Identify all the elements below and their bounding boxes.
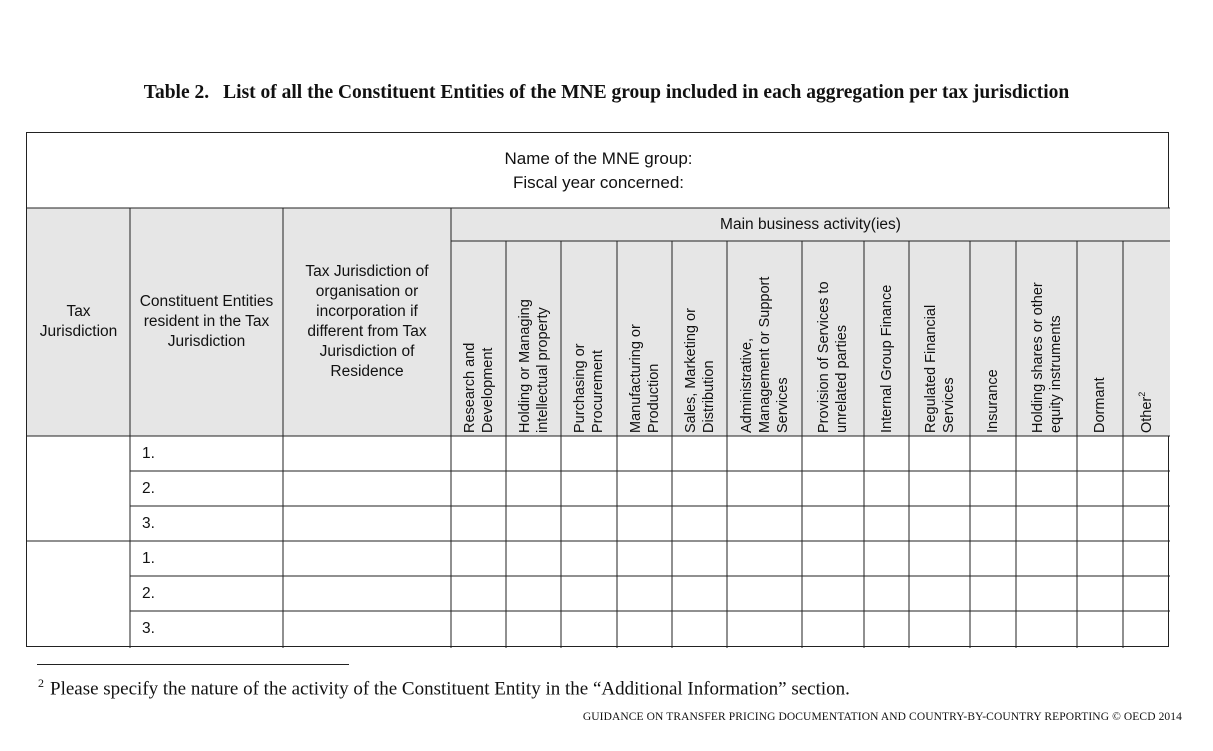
row-number: 3.: [142, 619, 155, 637]
activity-header-line: Procurement: [590, 349, 606, 433]
activity-header-line: equity instruments: [1047, 314, 1064, 433]
activity-header-line: Sales, Marketing or: [682, 307, 699, 433]
activity-header: [1027, 253, 1067, 433]
activity-header: [514, 253, 554, 433]
main-business-activity-header: Main business activity(ies): [720, 215, 901, 233]
fiscal-year-label: Fiscal year concerned:: [512, 173, 685, 192]
row-number: 2.: [142, 479, 155, 497]
activity-header-line: Management or Support: [756, 276, 773, 433]
row-number: 1.: [142, 444, 155, 462]
activity-header-line: Manufacturing or: [627, 323, 644, 433]
table-caption: [0, 82, 1213, 104]
constituent-entities-header: Constituent Entities resident in the Tax Jurisdiction: [139, 293, 274, 350]
footnote: [38, 676, 850, 700]
running-footer: GUIDANCE ON TRANSFER PRICING DOCUMENTATION AND COUNTRY-BY-COUNTRY REPORTING © OECD 2014: [582, 711, 1182, 723]
activity-header: [738, 253, 791, 433]
activity-header: [1080, 253, 1120, 433]
table-title: List of all the Constituent Entities of the MNE group included in each aggregation per tax jurisdiction: [223, 82, 1070, 103]
row-number: 2.: [142, 584, 155, 602]
activity-header-line: Production: [645, 363, 662, 433]
tax-jurisdiction-header: Tax Jurisdiction: [39, 303, 118, 340]
row-number: 1.: [142, 549, 155, 567]
activity-header: [459, 253, 499, 433]
activity-header-line: Insurance: [985, 368, 1001, 433]
activity-header-line: Research and: [461, 342, 478, 433]
footnote-text: Please specify the nature of the activity of the Constituent Entity in the “Additional Information” section.: [50, 678, 850, 700]
footnote-rule: [37, 664, 349, 665]
activity-header-line: Purchasing or: [572, 343, 588, 433]
activity-header-line: Internal Group Finance: [878, 284, 895, 433]
group-header: [27, 147, 1170, 195]
activity-header: [867, 253, 907, 433]
activity-header-line: intellectual property: [534, 306, 551, 433]
activity-header: [569, 253, 609, 433]
activity-header-line: unrelated parties: [834, 324, 850, 433]
activity-header-line: Provision of Services to: [816, 280, 832, 433]
activity-header-line: Development: [479, 347, 496, 433]
mne-group-name-label: Name of the MNE group:: [504, 149, 693, 168]
activity-header: [920, 253, 960, 433]
activity-header-line: Services: [774, 376, 791, 433]
activity-header-line: Distribution: [700, 359, 717, 433]
entity-list-form: [26, 132, 1169, 647]
activity-header: [813, 253, 853, 433]
activity-header: [973, 253, 1013, 433]
activity-header-line: Other$^2$: [1136, 391, 1155, 433]
table-number: Table 2.: [143, 82, 210, 103]
footnote-reference: 2: [1136, 391, 1147, 397]
tax-jurisdiction-organisation-header: Tax Jurisdiction of organisation or incorporation if different from Tax Jurisdiction of Residence: [305, 263, 429, 380]
activity-header-line: Dormant: [1092, 376, 1108, 433]
activity-header-line: Administrative,: [738, 337, 755, 433]
activity-header-line: Holding or Managing: [516, 298, 533, 433]
activity-header: [625, 253, 665, 433]
activity-header: [680, 253, 720, 433]
activity-header-line: Regulated Financial: [922, 304, 939, 433]
activity-header-line: Services: [940, 376, 957, 433]
activity-header-line: Holding shares or other: [1029, 281, 1046, 433]
footnote-marker: 2: [38, 676, 44, 690]
activity-header: [1127, 253, 1167, 433]
row-number: 3.: [142, 514, 155, 532]
